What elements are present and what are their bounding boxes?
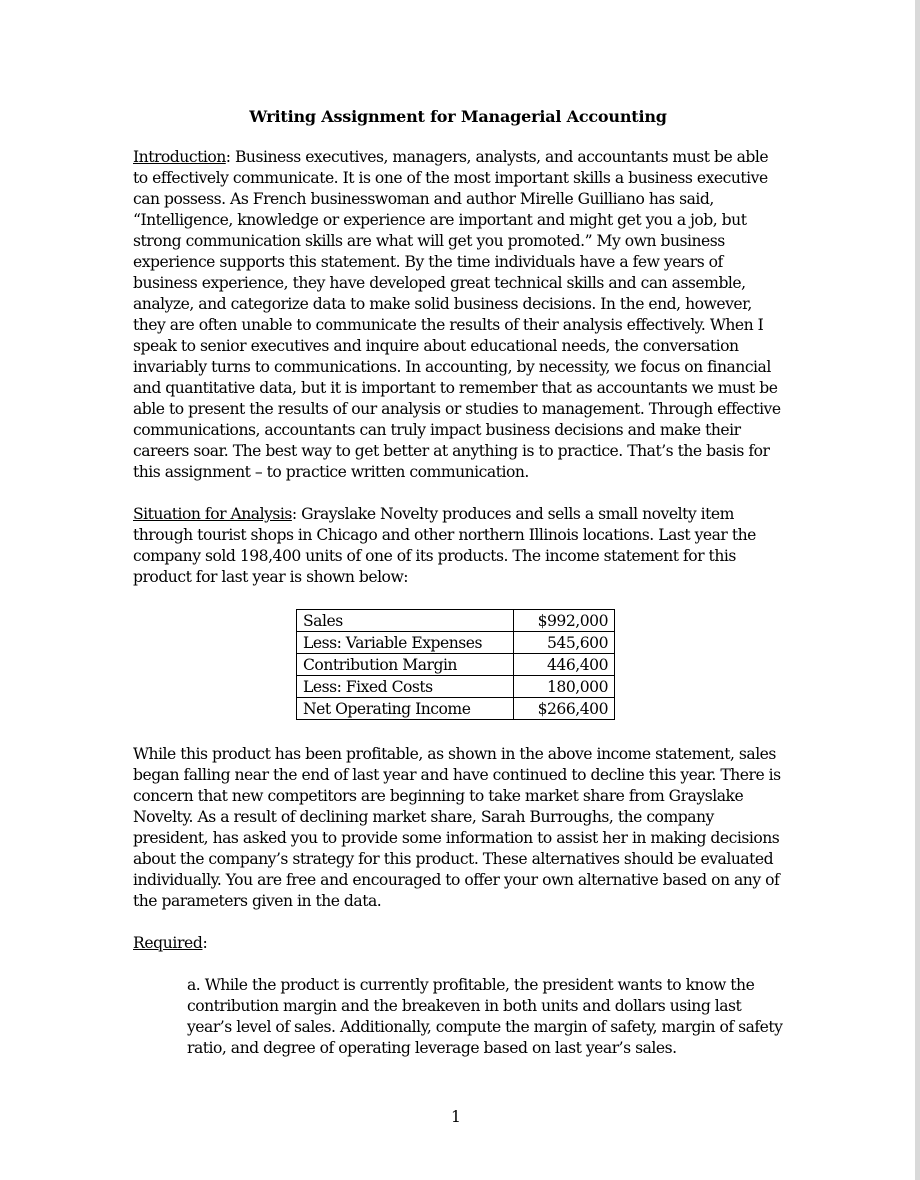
table-row (297, 610, 615, 632)
situation-paragraph (133, 504, 783, 588)
row-value: 545,600 (514, 632, 615, 654)
page-number: 1 (451, 1108, 461, 1126)
row-value: 446,400 (514, 654, 615, 676)
situation-text: : Grayslake Novelty produces and sells a small novelty item through tourist shops in Chicago and other northern Illinois locations. Last year the company sold 198,400 units of one of its products. The income statement for this product for last year is shown below: (133, 505, 756, 586)
required-heading: Required (133, 934, 203, 952)
row-value: 180,000 (514, 676, 615, 698)
introduction-heading: Introduction (133, 148, 226, 166)
row-label: Less: Fixed Costs (297, 676, 514, 698)
required-heading-line (133, 933, 783, 954)
introduction-text: : Business executives, managers, analysts, and accountants must be able to effectively communicate. It is one of the most important skills a business executive can possess. As French businesswoman and author Mirelle Guilliano has said, “Intelligence, knowledge or experience are important and might get you a job, but strong communication skills are what will get you promoted.” My own business experience supports this statement. By the time individuals have a few years of business experience, they have developed great technical skills and can assemble, analyze, and categorize data to make solid business decisions. In the end, however, they are often unable to communicate the results of their analysis effectively. When I speak to senior executives and inquire about educational needs, the conversation invariably turns to communications. In accounting, by necessity, we focus on financial and quantitative data, but it is important to remember that as accountants we must be able to present the results of our analysis or studies to management. Through effective communications, accountants can truly impact business decisions and make their careers soar. The best way to get better at anything is to practice. That’s the basis for this assignment – to practice written communication. (133, 148, 781, 481)
income-statement-table (296, 609, 615, 720)
required-colon: : (202, 934, 208, 952)
row-label: Contribution Margin (297, 654, 514, 676)
introduction-paragraph (133, 147, 783, 483)
table-row (297, 676, 615, 698)
table-row (297, 654, 615, 676)
table-row (297, 698, 615, 720)
situation-heading: Situation for Analysis (133, 505, 292, 523)
row-label: Net Operating Income (297, 698, 514, 720)
table-row (297, 632, 615, 654)
document-page (133, 105, 783, 1059)
row-value: $992,000 (514, 610, 615, 632)
required-item-a: a. While the product is currently profitable, the president wants to know the contribution margin and the breakeven in both units and dollars using last year’s level of sales. Additionally, compute the margin of safety, margin of safety ratio, and degree of operating leverage based on last year’s sales. (187, 976, 783, 1057)
row-label: Less: Variable Expenses (297, 632, 514, 654)
row-value: $266,400 (514, 698, 615, 720)
document-title: Writing Assignment for Managerial Accounting (249, 107, 667, 126)
page-edge-shadow (915, 0, 920, 1180)
row-label: Sales (297, 610, 514, 632)
analysis-paragraph: While this product has been profitable, as shown in the above income statement, sales began falling near the end of last year and have continued to decline this year. There is concern that new competitors are beginning to take market share from Grayslake Novelty. As a result of declining market share, Sarah Burroughs, the company president, has asked you to provide some information to assist her in making decisions about the company’s strategy for this product. These alternatives should be evaluated individually. You are free and encouraged to offer your own alternative based on any of the parameters given in the data. (133, 745, 781, 910)
